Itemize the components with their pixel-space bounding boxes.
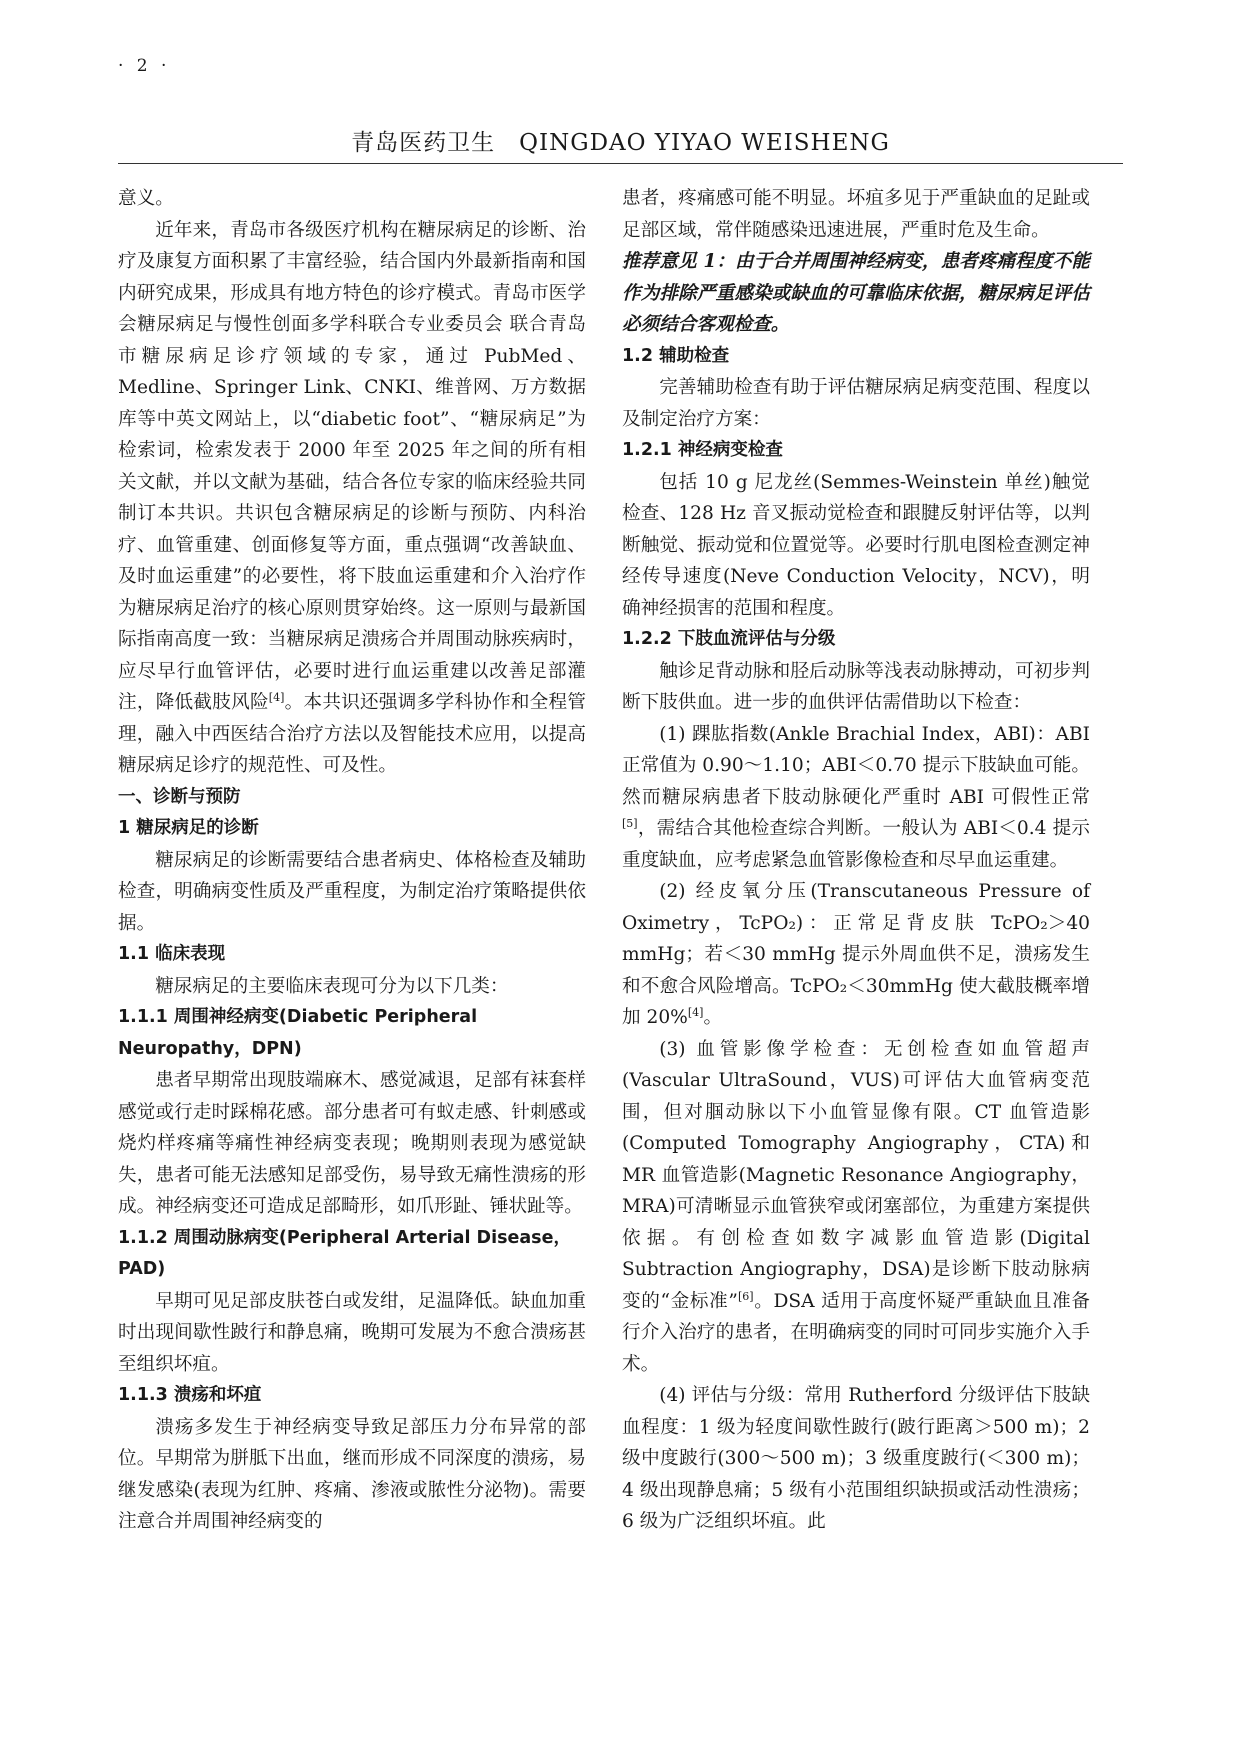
paragraph-text: 。本共识还强调多学科协作和全程管理，融入中西医结合治疗方法以及智能技术应用，以提高糖尿病足诊疗的规范性、可及性。 [118,692,586,776]
page-number: · 2 · [118,56,171,76]
section-heading-1-2: 1.2 辅助检查 [622,345,730,366]
paragraph-continuation: 意义。 [118,188,174,209]
paragraph-neuro-exam: 包括 10 g 尼龙丝(Semmes-Weinstein 单丝)触觉检查、128 Hz 音叉振动觉检查和跟腱反射评估等，以判断触觉、振动觉和位置觉等。必要时行肌电图检查测定神经传导速度(Neve Conduction Velocity，NCV)，明确神经损害的范围和程度。 [622,471,1090,619]
section-heading-1: 1 糖尿病足的诊断 [118,818,259,838]
paragraph-blood-flow: 触诊足背动脉和胫后动脉等浅表动脉搏动，可初步判断下肢供血。进一步的血供评估需借助以下检查： [622,660,1090,713]
section-heading-1-2-2: 1.2.2 下肢血流评估与分级 [622,629,836,649]
paragraph-text: (1) 踝肱指数(Ankle Brachial Index，ABI)：ABI 正常值为 0.90～1.10；ABI＜0.70 提示下肢缺血可能。然而糖尿病患者下肢动脉硬化严重时 ABI 可假性正常 [622,723,1090,808]
journal-running-header: 青岛医药卫生 QINGDAO YIYAO WEISHENG [351,130,890,156]
paragraph-text: 近年来，青岛市各级医疗机构在糖尿病足的诊断、治疗及康复方面积累了丰富经验，结合国内外最新指南和国内研究成果，形成具有地方特色的诊疗模式。青岛市医学会糖尿病足与慢性创面多学科联合专业委员会 联合青岛市糖尿病足诊疗领域的专家，通过 PubMed、Medline、Springer Link、CNKI、维普网、万方数据库等中英文网站上，以“diabetic foot”、“糖尿病足”为检索词，检索发表于 2000 年至 2025 年之间的所有相关文献，并以文献为基础，结合各位专家的临床经验共同制订本共识。共识包含糖尿病足的诊断与预防、内科治疗、血管重建、创面修复等方面，重点强调“改善缺血、及时血运重建”的必要性，将下肢血运重建和介入治疗作为糖尿病足治疗的核心原则贯穿始终。这一原则与最新国际指南高度一致：当糖尿病足溃疡合并周围动脉疾病时，应尽早行血管评估，必要时进行血运重建以改善足部灌注，降低截肢风险 [118,219,586,713]
citation-ref: [4] [687,1005,704,1019]
paragraph-ulcer: 溃疡多发生于神经病变导致足部压力分布异常的部位。早期常为胼胝下出血，继而形成不同深度的溃疡，易继发感染(表现为红肿、疼痛、渗液或脓性分泌物)。需要注意合并周围神经病变的 [118,1416,586,1532]
paragraph-text: (2) 经皮氧分压(Transcutaneous Pressure of Oximetry，TcPO₂)：正常足背皮肤 TcPO₂＞40 mmHg；若＜30 mmHg 提示外周血供不足，溃疡发生和不愈合风险增高。TcPO₂＜30mmHg 使大截肢概率增加 20% [622,881,1090,1028]
paragraph-text: 。DSA 适用于高度怀疑严重缺血且准备行介入治疗的患者，在明确病变的同时可同步实施介入手术。 [622,1290,1090,1375]
paragraph-diagnosis: 糖尿病足的诊断需要结合患者病史、体格检查及辅助检查，明确病变性质及严重程度，为制定治疗策略提供依据。 [118,849,586,934]
section-heading-diagnosis-prevention: 一、诊断与预防 [118,786,241,807]
left-column [118,183,586,1538]
paragraph-intro [118,215,586,782]
paragraph-rutherford: (4) 评估与分级：常用 Rutherford 分级评估下肢缺血程度：1 级为轻度间歇性跛行(跛行距离＞500 m)；2 级中度跛行(300～500 m)；3 级重度跛行(＜300 m)；4 级出现静息痛；5 级有小范围组织缺损或活动性溃疡；6 级为广泛组织坏疽。此 [622,1385,1090,1532]
paragraph-text: (3) 血管影像学检查：无创检查如血管超声(Vascular UltraSound，VUS)可评估大血管病变范围，但对腘动脉以下小血管显像有限。CT 血管造影(Computed Tomography Angiography，CTA)和 MR 血管造影(Magnetic Resonance Angiography，MRA)可清晰显示血管狭窄或闭塞部位，为重建方案提供依据。有创检查如数字减影血管造影(Digital Subtraction Angiography，DSA)是诊断下肢动脉病变的“金标准” [622,1038,1090,1312]
section-heading-1-1: 1.1 临床表现 [118,944,226,964]
citation-ref: [4] [268,690,285,704]
header-divider [118,163,1123,164]
citation-ref: [6] [737,1289,754,1303]
paragraph-neuropathy: 患者早期常出现肢端麻木、感觉减退，足部有袜套样感觉或行走时踩棉花感。部分患者可有蚁走感、针刺感或烧灼样疼痛等痛性神经病变表现；晚期则表现为感觉缺失，患者可能无法感知足部受伤，易导致无痛性溃疡的形成。神经病变还可造成足部畸形，如爪形趾、锤状趾等。 [118,1070,586,1217]
section-heading-1-1-3: 1.1.3 溃疡和坏疽 [118,1385,262,1405]
paragraph-text: 。 [703,1007,723,1028]
section-heading-1-1-2: 1.1.2 周围动脉病变(Peripheral Arterial Disease，PAD) [118,1227,571,1279]
paragraph-abi [622,719,1090,877]
paragraph-clinical-overview: 糖尿病足的主要临床表现可分为以下几类： [155,975,509,997]
paragraph-aux-exam: 完善辅助检查有助于评估糖尿病足病变范围、程度以及制定治疗方案： [622,377,1090,430]
recommendation-1: 推荐意见 1：由于合并周围神经病变，患者疼痛程度不能作为排除严重感染或缺血的可靠临床依据，糖尿病足评估必须结合客观检查。 [622,251,1090,335]
section-heading-1-1-1: 1.1.1 周围神经病变(Diabetic Peripheral Neuropathy，DPN) [118,1007,478,1059]
paragraph-arterial-disease: 早期可见足部皮肤苍白或发绀，足温降低。缺血加重时出现间歇性跛行和静息痛，晚期可发展为不愈合溃疡甚至组织坏疽。 [118,1290,586,1375]
paragraph-text: ，需结合其他检查综合判断。一般认为 ABI＜0.4 提示重度缺血，应考虑紧急血管影像检查和尽早血运重建。 [622,818,1090,871]
citation-ref: [5] [622,816,638,830]
section-heading-1-2-1: 1.2.1 神经病变检查 [622,440,783,460]
paragraph-continuation: 患者，疼痛感可能不明显。坏疽多见于严重缺血的足趾或足部区域，常伴随感染迅速进展，严重时危及生命。 [622,188,1090,241]
paragraph-imaging [622,1034,1090,1381]
paragraph-tcpo2 [622,876,1090,1034]
right-column [622,183,1090,1538]
